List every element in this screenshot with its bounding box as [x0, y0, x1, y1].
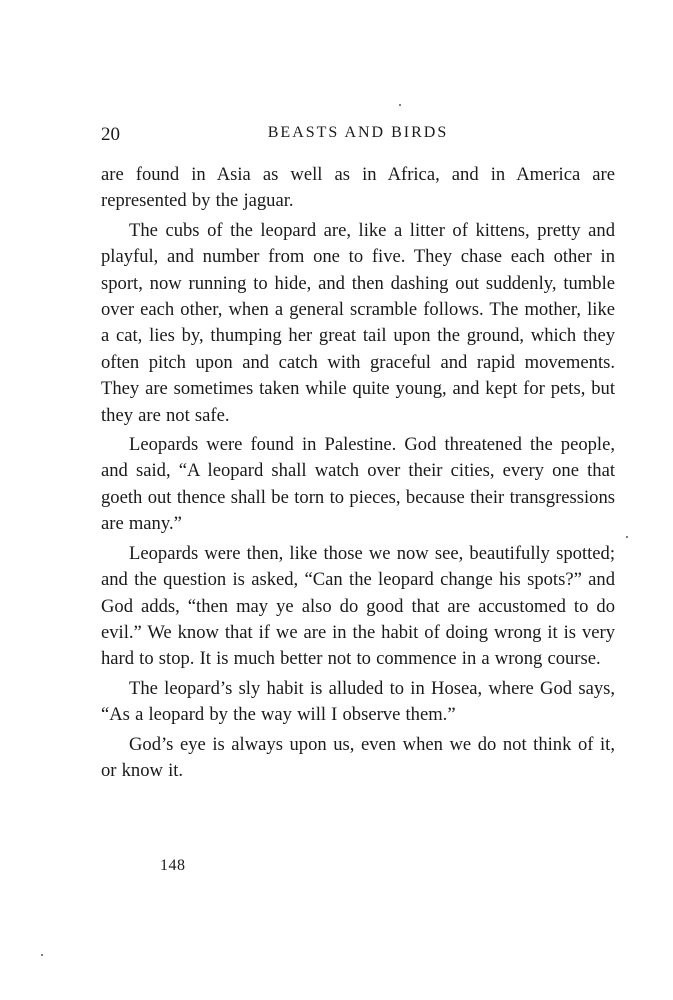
paragraph-continued: are found in Asia as well as in Africa, and in America are represented by the jaguar. — [101, 164, 615, 212]
running-head: BEASTS AND BIRDS — [267, 124, 449, 141]
paragraph: The leopard’s sly habit is alluded to in Hosea, where God says, “As a leopard by the way will I observe them.” — [101, 677, 615, 726]
print-speck — [399, 104, 401, 106]
paragraph: Leopards were found in Palestine. God threatened the people, and said, “A leopard shall watch over their cities, every one that goeth out thence shall be torn to pieces, because their transgressions are many.” — [101, 434, 615, 535]
body-text — [101, 162, 615, 784]
paragraph: The cubs of the leopard are, like a litter of kittens, pretty and playful, and number from one to five. They chase each other in sport, now running to hide, and then dashing out suddenly, tumble over each other, when a general scramble follows. The mother, like a cat, lies by, thumping her great tail upon the ground, which they often pitch upon and catch with graceful and rapid movements. They are sometimes taken while quite young, and kept for pets, but they are not safe. — [101, 219, 615, 426]
page-header — [101, 124, 615, 148]
print-speck — [626, 536, 628, 538]
print-speck — [41, 954, 43, 956]
page-number: 20 — [101, 124, 120, 145]
paragraph: God’s eye is always upon us, even when we do not think of it, or know it. — [101, 733, 615, 781]
paragraph: Leopards were then, like those we now see, beautifully spotted; and the question is asked, “Can the leopard change his spots?” and God adds, “then may ye also do good that are accustomed to do evil.” We know that if we are in the habit of doing wrong it is very hard to stop. It is much better not to commence in a wrong course. — [101, 542, 615, 670]
signature-mark: 148 — [160, 857, 186, 874]
